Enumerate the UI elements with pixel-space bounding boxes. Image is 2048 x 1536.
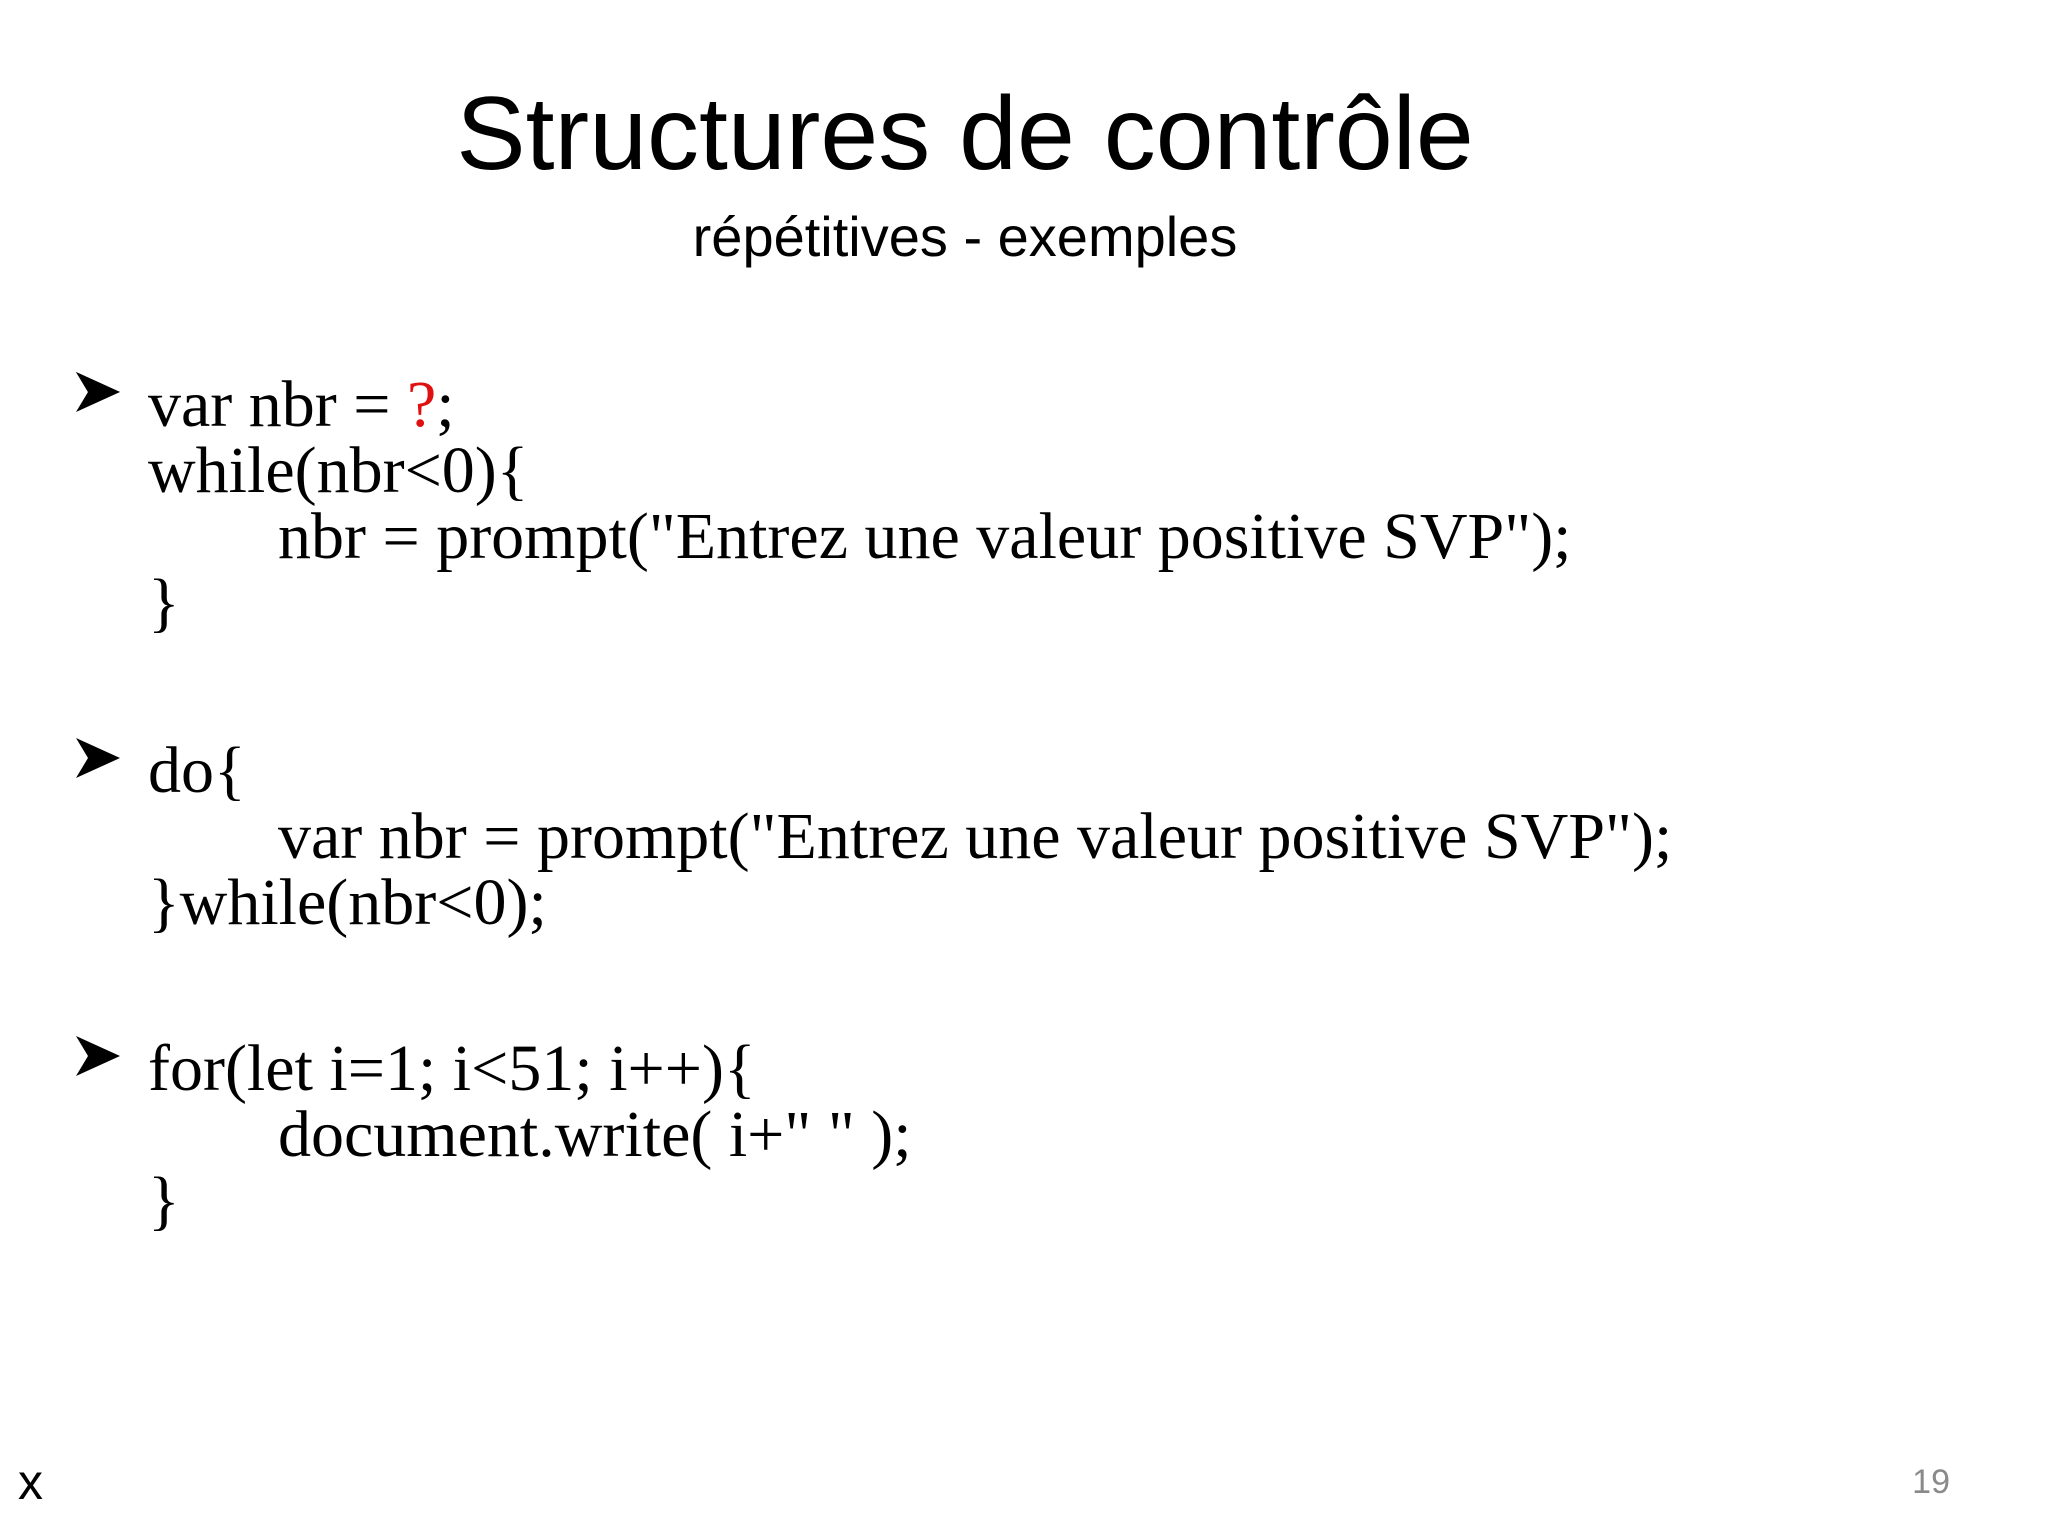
code-line: while(nbr<0){ [148,434,529,507]
code-block-for [148,1032,912,1237]
code-line [148,368,1572,441]
code-line: nbr = prompt("Entrez une valeur positive SVP"); [278,500,1572,573]
arrowhead-bullet-icon [74,734,122,782]
code-text: var nbr = [148,368,407,441]
code-text: ; [436,368,455,441]
code-line: var nbr = prompt("Entrez une valeur positive SVP"); [278,800,1673,873]
slide-title: Structures de contrôle [456,76,1474,192]
footer-mark: x [18,1454,43,1510]
code-line: for(let i=1; i<51; i++){ [148,1032,756,1105]
code-block-do-while [148,734,1673,939]
arrowhead-bullet-icon [74,1032,122,1080]
arrowhead-bullet-icon [74,368,122,416]
code-line: do{ [148,734,246,807]
code-line: document.write( i+" " ); [278,1098,912,1171]
placeholder-value: ? [406,368,437,441]
code-block-while [148,368,1572,639]
code-line: } [148,566,180,639]
slide-subtitle: répétitives - exemples [692,205,1238,268]
code-line: }while(nbr<0); [148,866,547,939]
page-number: 19 [1912,1463,1950,1501]
code-line: } [148,1164,180,1237]
